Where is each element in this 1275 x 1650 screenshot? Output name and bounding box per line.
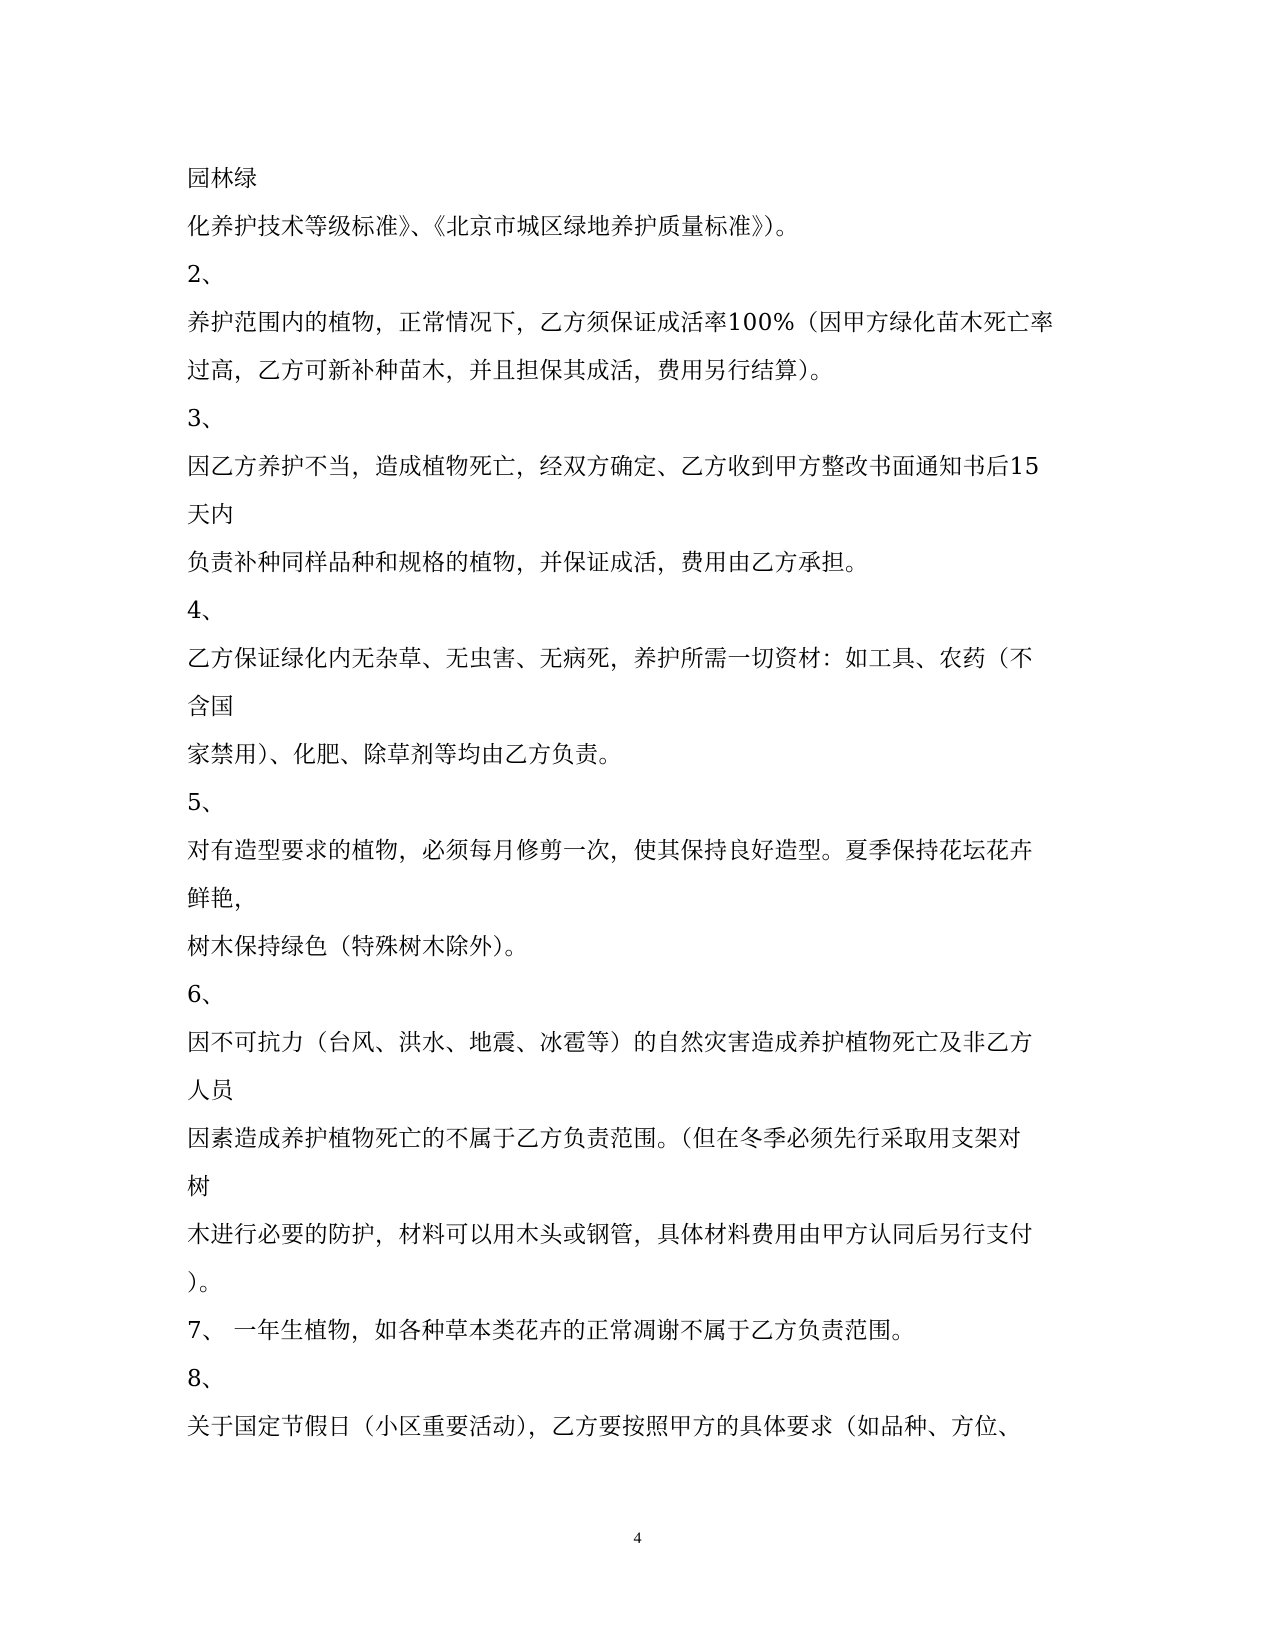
document-body [187,155,1087,1451]
text-line: 天内 [187,502,234,528]
text-line: 树 [187,1174,211,1200]
text-line: 乙方保证绿化内无杂草、无虫害、无病死，养护所需一切资材：如工具、农药（不 [187,646,1033,672]
item-number: 5、 [187,790,225,816]
text-line: 因不可抗力（台风、洪水、地震、冰雹等）的自然灾害造成养护植物死亡及非乙方 [187,1030,1033,1056]
text-line: 因乙方养护不当，造成植物死亡，经双方确定、乙方收到甲方整改书面通知书后15 [187,454,1040,480]
item-number: 4、 [187,598,225,624]
text-line: 关于国定节假日（小区重要活动），乙方要按照甲方的具体要求（如品种、方位、 [187,1414,1022,1440]
page-number: 4 [633,1530,642,1547]
item-number: 2、 [187,262,225,288]
text-line: 树木保持绿色（特殊树木除外）。 [187,934,528,960]
text-line: 对有造型要求的植物，必须每月修剪一次，使其保持良好造型。夏季保持花坛花卉 [187,838,1033,864]
text-line: 人员 [187,1078,234,1104]
text-line: 因素造成养护植物死亡的不属于乙方负责范围。（但在冬季必须先行采取用支架对 [187,1126,1022,1152]
text-line: 含国 [187,694,234,720]
text-line: 化养护技术等级标准》、《北京市城区绿地养护质量标准》）。 [187,214,799,240]
item-number: 3、 [187,406,225,432]
text-line: 园林绿 [187,166,258,192]
item-number: 6、 [187,982,225,1008]
item-number: 8、 [187,1366,225,1392]
text-line: 鲜艳， [187,886,258,912]
text-line: 木进行必要的防护，材料可以用木头或钢管，具体材料费用由甲方认同后另行支付 [187,1222,1033,1248]
text-line: ）。 [187,1270,223,1296]
text-line: 负责补种同样品种和规格的植物，并保证成活，费用由乙方承担。 [187,550,869,576]
text-line: 养护范围内的植物，正常情况下，乙方须保证成活率100%（因甲方绿化苗木死亡率 [187,310,1054,336]
text-line: 过高，乙方可新补种苗木，并且担保其成活，费用另行结算）。 [187,358,834,384]
text-line: 7、 一年生植物，如各种草本类花卉的正常凋谢不属于乙方负责范围。 [187,1318,915,1344]
text-line: 家禁用）、化肥、除草剂等均由乙方负责。 [187,742,622,768]
